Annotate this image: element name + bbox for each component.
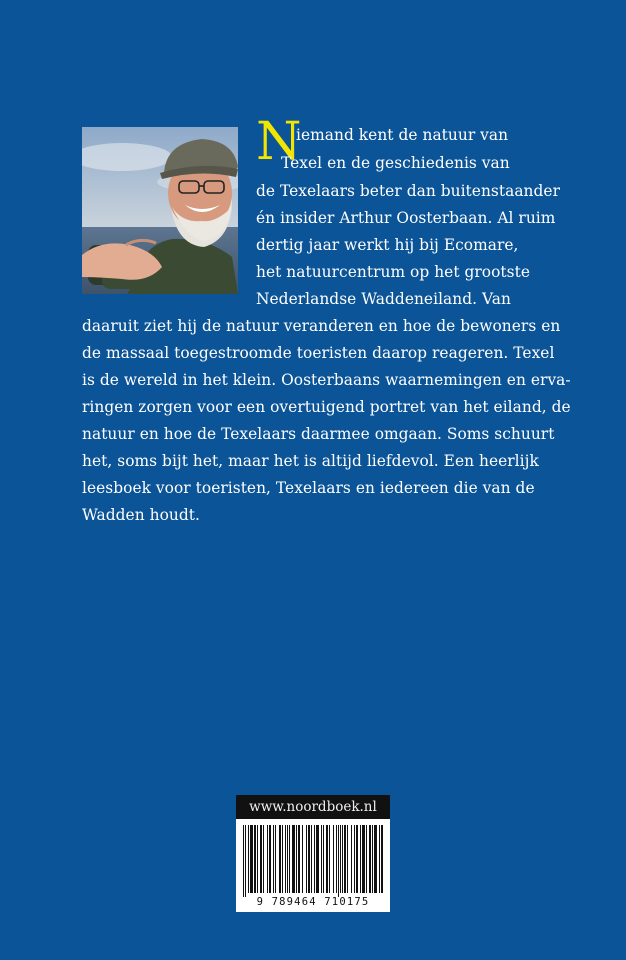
barcode-bar [273,825,274,893]
barcode-bar [287,825,288,893]
barcode-bar [267,825,268,893]
blurb-line: het, soms bijt het, maar het is altijd liefdevol. Een heerlijk [82,452,539,470]
barcode-bar [248,825,249,893]
barcode-bar [351,825,352,893]
barcode-bar [366,825,367,893]
barcode-bar [323,825,324,893]
blurb-line: Wadden houdt. [82,506,200,524]
barcode-bar [381,825,383,893]
blurb-line: is de wereld in het klein. Oosterbaans waarnemingen en erva- [82,371,571,389]
blurb-line: ringen zorgen voor een overtuigend portret van het eiland, de [82,398,571,416]
barcode-bar [356,825,358,893]
blurb-line: dertig jaar werkt hij bij Ecomare, [256,236,519,254]
blurb-line: Nederlandse Waddeneiland. Van [256,290,511,308]
barcode-bar [269,825,271,893]
barcode-bar [282,825,283,893]
barcode-bar [289,825,290,893]
barcode-bar [306,825,307,893]
barcode-bar [279,825,281,893]
drop-cap: N [256,112,302,172]
barcode-bar [302,825,303,893]
barcode-bar [311,825,312,893]
blurb-line: natuur en hoe de Texelaars daarmee omgaan. Soms schuurt [82,425,555,443]
blurb-line: de massaal toegestroomde toeristen daarop reageren. Texel [82,344,555,362]
barcode-bar [329,825,330,893]
barcode-bar [263,825,264,893]
barcode-bar [336,825,337,893]
blurb-line: iemand kent de natuur van [296,126,509,144]
blurb-line: Texel en de geschiedenis van [281,154,510,172]
isbn-number: 9 789464 710175 [256,896,370,908]
barcode-bar [347,825,348,893]
barcode-bar [260,825,262,893]
barcode-bar [285,825,286,893]
barcode-bar [314,825,315,893]
barcode-bar [292,825,295,893]
blurb-line: het natuurcentrum op het grootste [256,263,531,281]
barcode-bar [354,825,355,893]
barcode-bar [340,825,341,893]
barcode-bar [298,825,300,893]
barcode-bar [374,825,377,893]
barcode-bar [254,825,256,893]
barcode-bar [338,825,339,897]
blurb-line: leesboek voor toeristen, Texelaars en iedereen die van de [82,479,535,497]
barcode-bar [326,825,328,893]
barcode-bar [296,825,297,893]
barcode-bar [333,825,334,893]
barcode-bar [360,825,361,893]
barcode-bar [342,825,343,893]
barcode-bar [275,825,276,893]
publisher-url[interactable]: www.noordboek.nl [236,795,390,819]
barcode-bar [257,825,258,893]
barcode-bar [379,825,380,893]
author-photo [82,127,238,294]
blurb-line: de Texelaars beter dan buitenstaander [256,182,560,200]
barcode-bar [321,825,322,893]
barcode-bar [369,825,371,893]
isbn-barcode [236,819,390,912]
barcode-bar [250,825,253,893]
barcode-bar [344,825,346,893]
barcode-bar [372,825,373,893]
blurb-line: daaruit ziet hij de natuur veranderen en hoe de bewoners en [82,317,561,335]
blurb-line: én insider Arthur Oosterbaan. Al ruim [256,209,556,227]
barcode-bar [316,825,319,893]
barcode-bar [308,825,310,893]
barcode-bar [243,825,244,897]
barcode-bar [362,825,365,893]
barcode-bar [245,825,246,897]
